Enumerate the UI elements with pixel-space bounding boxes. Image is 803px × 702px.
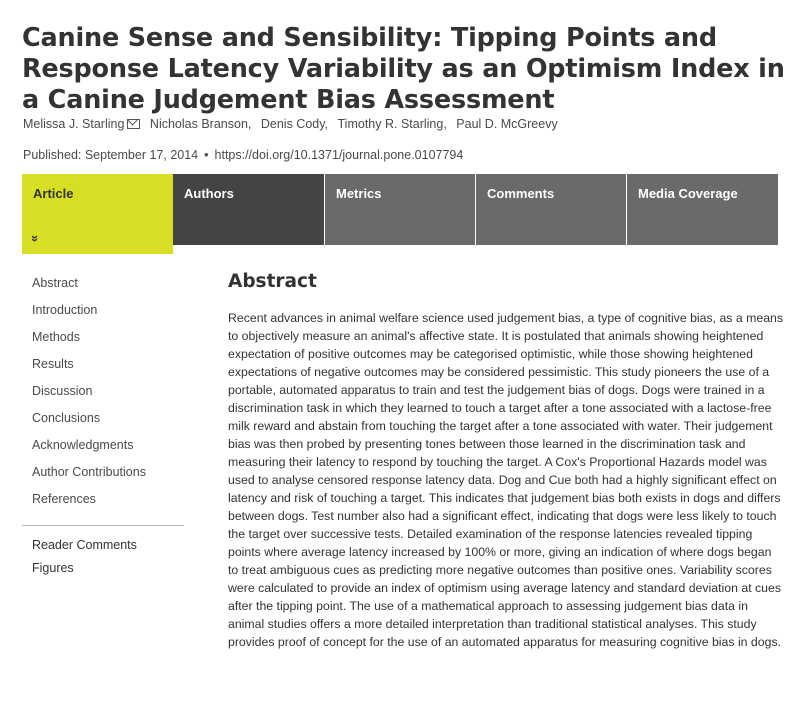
tab-label: Metrics — [336, 186, 382, 201]
publication-date: Published: September 17, 2014 — [23, 148, 199, 162]
abstract-heading: Abstract — [228, 271, 317, 292]
publication-info — [23, 148, 463, 162]
tab-authors[interactable] — [173, 174, 324, 245]
chevron-down-icon: » — [28, 234, 44, 243]
doi-link[interactable]: https://doi.org/10.1371/journal.pone.0107794 — [214, 148, 464, 162]
nav-item-author-contributions[interactable]: Author Contributions — [32, 465, 146, 479]
nav-item-results[interactable]: Results — [32, 357, 74, 371]
tab-label: Article — [33, 186, 74, 201]
author-name[interactable]: Timothy R. Starling, — [337, 117, 447, 131]
nav-item-methods[interactable]: Methods — [32, 330, 80, 344]
section-nav — [32, 276, 184, 519]
tab-article[interactable] — [22, 174, 173, 254]
nav-item-acknowledgments[interactable]: Acknowledgments — [32, 438, 134, 452]
tab-label: Comments — [487, 186, 555, 201]
nav-item-conclusions[interactable]: Conclusions — [32, 411, 101, 425]
nav-item-reader-comments[interactable]: Reader Comments — [32, 538, 137, 552]
extras-nav — [32, 538, 137, 584]
abstract-text: Recent advances in animal welfare science used judgement bias, a type of cognitive bias, as a means to objectively measure an animal's affective state. It is postulated that animals showing heightened expectation of positive outcomes may be categorised optimistic, while those showing heightened expectations of negative outcomes may be considered pessimistic. This study pioneers the use of a portable, automated apparatus to train and test the judgement bias of dogs. Dogs were trained in a discrimination task in which they learned to touch a target after a tone associated with a lactose-free milk reward and abstain from touching the target after a tone associated with water. Their judgement bias was then probed by presenting tones between those learned in the discrimination task and measuring their latency to respond by touching the target. A Cox's Proportional Hazards model was used to analyse censored response latency data. Dog and Cue both had a highly significant effect on latency and risk of touching a target. This indicates that judgement bias both exists in dogs and differs between dogs. Test number also had a significant effect, indicating that dogs were less likely to touch the target over successive tests. Detailed examination of the response latencies revealed tipping points where average latency increased by 100% or more, giving an indication of where dogs began to treat ambiguous cues as predicting more negative outcomes than positive ones. Variability scores were calculated to provide an index of optimism using average latency and standard deviation at cues after the tipping point. The use of a mathematical approach to assessing judgement bias data in animal studies offers a more detailed interpretation than traditional statistical analyses. This study provides proof of concept for the use of an automated apparatus for measuring cognitive bias in dogs. — [228, 311, 784, 649]
nav-item-references[interactable]: References — [32, 492, 96, 506]
nav-item-figures[interactable]: Figures — [32, 561, 74, 575]
tab-label: Authors — [184, 186, 234, 201]
nav-item-discussion[interactable]: Discussion — [32, 384, 93, 398]
author-name[interactable]: Melissa J. Starling — [23, 117, 140, 131]
author-list — [23, 117, 564, 131]
bullet-separator: • — [204, 148, 209, 162]
author-name[interactable]: Denis Cody, — [260, 117, 329, 131]
tab-comments[interactable] — [475, 174, 626, 245]
nav-item-abstract[interactable]: Abstract — [32, 276, 78, 290]
nav-divider — [22, 525, 184, 526]
author-name[interactable]: Paul D. McGreevy — [456, 117, 558, 131]
tab-label: Media Coverage — [638, 186, 738, 201]
email-icon[interactable] — [127, 119, 140, 129]
article-tabs — [22, 174, 778, 254]
author-name[interactable]: Nicholas Branson, — [149, 117, 252, 131]
article-title: Canine Sense and Sensibility: Tipping Points and Response Latency Variability as an Optimism Index in a Canine Judgement Bias Assessment — [22, 23, 785, 115]
nav-item-introduction[interactable]: Introduction — [32, 303, 98, 317]
tab-media-coverage[interactable] — [626, 174, 778, 245]
tab-metrics[interactable] — [324, 174, 475, 245]
